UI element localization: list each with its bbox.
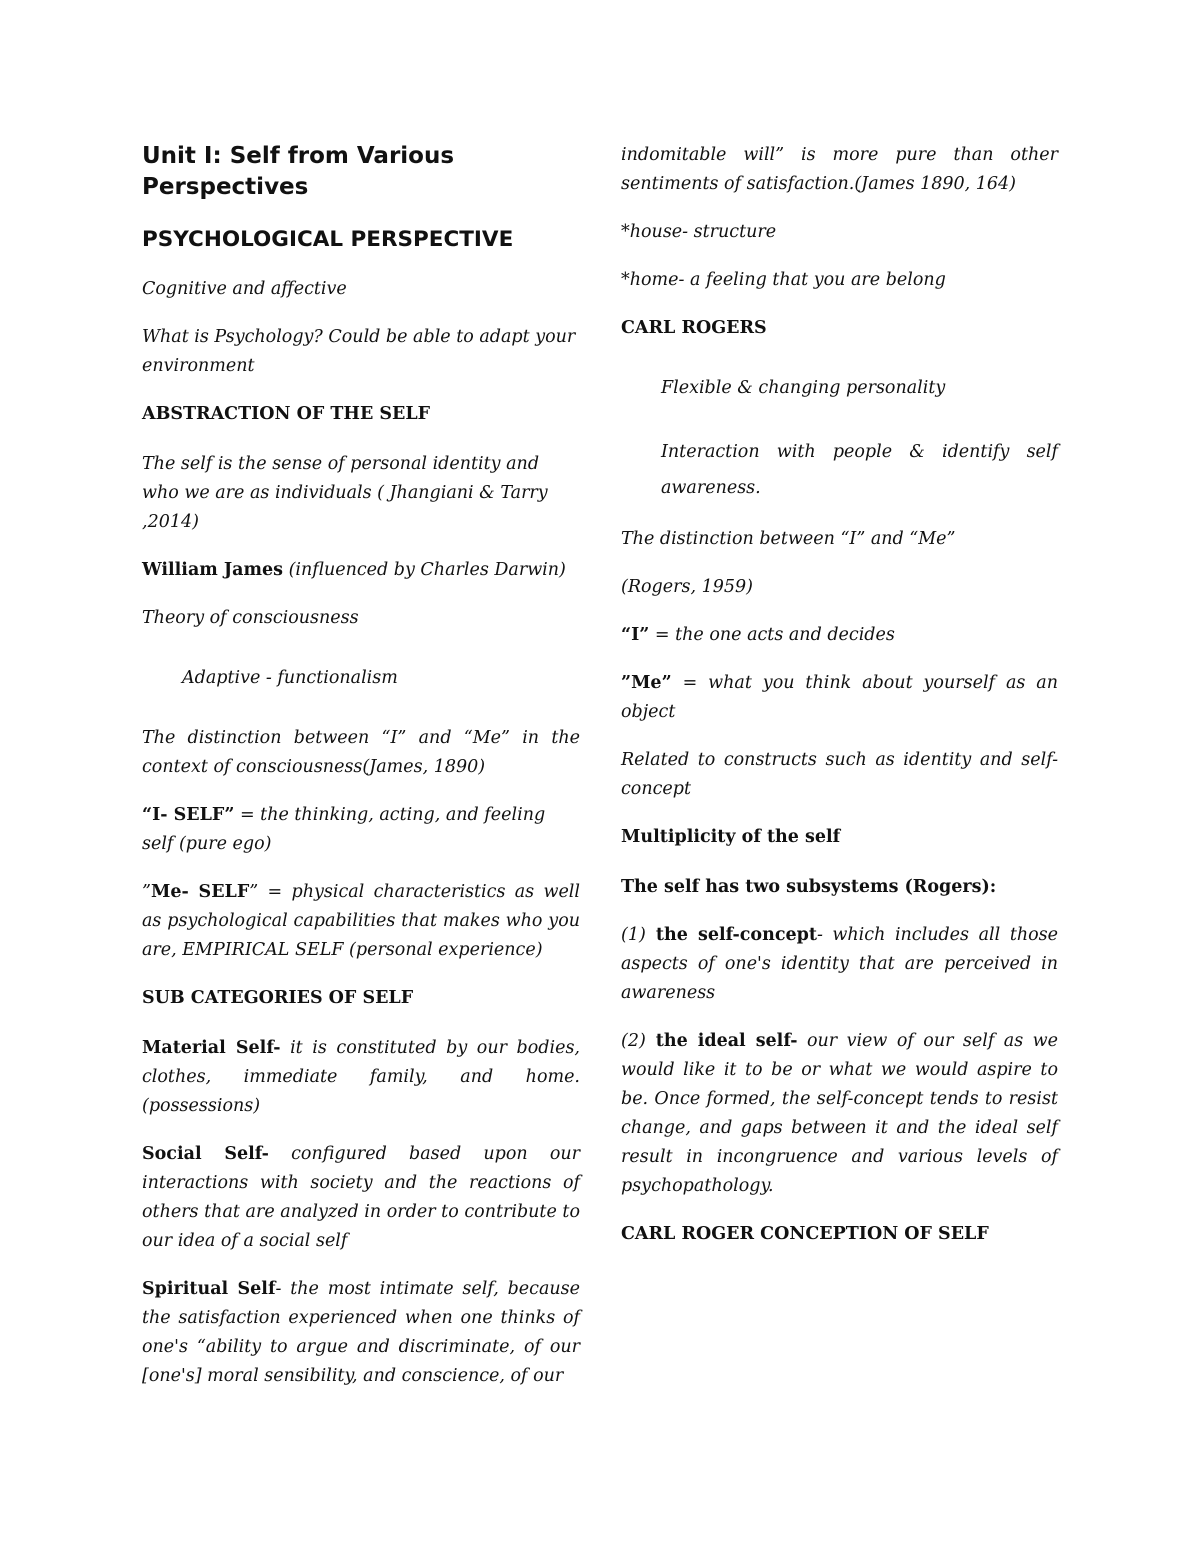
adaptive-text: Adaptive - functionalism bbox=[182, 668, 398, 688]
me-self-open: ” bbox=[142, 882, 151, 902]
me-self-line bbox=[142, 878, 580, 965]
interaction-bullet bbox=[621, 434, 1058, 506]
social-label: Social Self- bbox=[142, 1144, 269, 1164]
theory-line: Theory of consciousness bbox=[142, 608, 359, 628]
abstraction-heading: ABSTRACTION OF THE SELF bbox=[142, 404, 431, 424]
house-line: *house- structure bbox=[621, 222, 777, 242]
social-self bbox=[142, 1140, 580, 1256]
cognitive-line: Cognitive and affective bbox=[142, 279, 347, 299]
i-label: “I” bbox=[621, 625, 650, 645]
i-self-line bbox=[142, 801, 580, 859]
william-james-line bbox=[142, 556, 580, 585]
adaptive-bullet bbox=[142, 664, 580, 693]
concept-number: (1) bbox=[621, 925, 646, 945]
self-concept-item bbox=[621, 921, 1058, 1008]
carl-rogers-heading: CARL ROGERS bbox=[621, 318, 767, 338]
conception-heading: CARL ROGER CONCEPTION OF SELF bbox=[621, 1224, 989, 1244]
page-title: Unit I: Self from Various Perspectives bbox=[142, 143, 455, 200]
material-label: Material Self- bbox=[142, 1038, 281, 1058]
spiritual-text: - the most intimate self, because the satisfaction experienced when one thinks of one's “ability to argue and discriminate, of our [one's] moral sensibility, and conscience, of our bbox=[142, 1279, 580, 1386]
multiplicity-heading: Multiplicity of the self bbox=[621, 827, 841, 847]
right-column bbox=[621, 138, 1058, 1249]
what-is-psychology: What is Psychology? Could be able to adapt your environment bbox=[142, 327, 576, 376]
james-name: William James bbox=[142, 560, 284, 580]
me-self-text: ” = physical characteristics as well as psychological capabilities that makes who you are, EMPIRICAL SELF (personal experience) bbox=[142, 882, 581, 960]
self-definition: The self is the sense of personal identity and who we are as individuals ( Jhangiani & Tarry ,2014) bbox=[142, 454, 548, 532]
ideal-self-item bbox=[621, 1027, 1058, 1201]
spiritual-self bbox=[142, 1275, 580, 1391]
me-label: ”Me” bbox=[621, 673, 672, 693]
spiritual-continuation: indomitable will” is more pure than other sentiments of satisfaction.(James 1890, 164) bbox=[621, 145, 1058, 194]
ideal-text: our view of our self as we would like it to be or what we would aspire to be. Once formed, the self-concept tends to resist change, and gaps between it and the ideal self result in incongruence and various levels of psychopathology. bbox=[621, 1031, 1058, 1196]
flexible-bullet bbox=[621, 374, 1058, 403]
related-line: Related to constructs such as identity and self-concept bbox=[621, 750, 1058, 799]
material-text: it is constituted by our bodies, clothes, immediate family, and home. (possessions) bbox=[142, 1038, 580, 1116]
distinction-line: The distinction between “I” and “Me” in the context of consciousness(James, 1890) bbox=[142, 728, 580, 777]
spiritual-label: Spiritual Self bbox=[142, 1279, 276, 1299]
left-column bbox=[142, 138, 580, 1391]
concept-text: - which includes all those aspects of one's identity that are perceived in awareness bbox=[621, 925, 1058, 1003]
james-influence: (influenced by Charles Darwin) bbox=[283, 560, 566, 580]
ideal-number: (2) bbox=[621, 1031, 646, 1051]
material-self bbox=[142, 1034, 580, 1121]
interaction-text: Interaction with people & identify self awareness. bbox=[661, 442, 1058, 498]
i-self-text: = the thinking, acting, and feeling self (pure ego) bbox=[142, 805, 546, 854]
concept-label: the self-concept bbox=[645, 925, 817, 945]
me-self-label: Me- SELF bbox=[150, 882, 250, 902]
sub-categories-heading: SUB CATEGORIES OF SELF bbox=[142, 988, 414, 1008]
rogers-citation: (Rogers, 1959) bbox=[621, 577, 753, 597]
flexible-text: Flexible & changing personality bbox=[661, 378, 946, 398]
me-text: = what you think about yourself as an object bbox=[621, 673, 1058, 722]
i-text: = the one acts and decides bbox=[649, 625, 895, 645]
me-line bbox=[621, 669, 1058, 727]
social-text: configured based upon our interactions with society and the reactions of others that are analyzed in order to contribute to our idea of a social self bbox=[142, 1144, 581, 1251]
home-line: *home- a feeling that you are belong bbox=[621, 270, 946, 290]
two-subsystems-heading: The self has two subsystems (Rogers): bbox=[621, 877, 997, 897]
i-line bbox=[621, 621, 1058, 650]
rogers-distinction: The distinction between “I” and “Me” bbox=[621, 529, 956, 549]
ideal-label: the ideal self- bbox=[645, 1031, 798, 1051]
section-heading: PSYCHOLOGICAL PERSPECTIVE bbox=[142, 227, 514, 252]
i-self-label: “I- SELF” bbox=[142, 805, 235, 825]
